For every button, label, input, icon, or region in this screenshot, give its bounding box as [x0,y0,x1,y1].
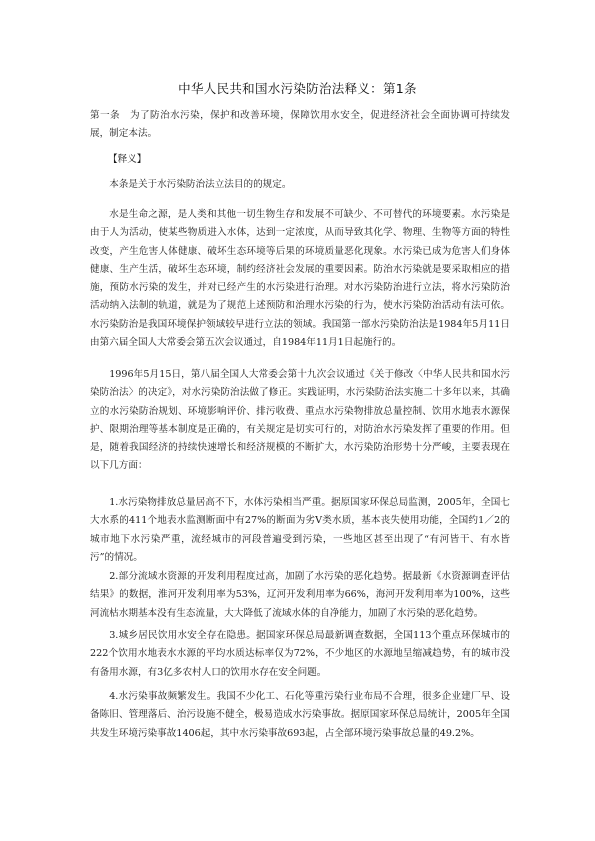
article-text: 第一条 为了防治水污染，保护和改善环境，保障饮用水安全，促进经济社会全面协调可持续发展，制定本法。 [90,110,510,140]
list-item-drinking-water: 3.城乡居民饮用水安全存在隐患。据国家环保总局最新调查数据，全国113个重点环保城市的222个饮用水地表水水源的平均水质达标率仅为72%，不少地区的水源地呈缩减趋势，有的城市没有备用水源，有3亿多农村人口的饮用水存在安全问题。 [90,630,510,678]
page-title: 中华人民共和国水污染防治法释义：第1条 [178,81,417,96]
paragraph-background: 水是生命之源，是人类和其他一切生物生存和发展不可缺少、不可替代的环境要素。水污染是由于人为活动，使某些物质进入水体，达到一定浓度，从而导致其化学、物理、生物等方面的特性改变，产生危害人体健康、破坏生态环境等后果的环境质量恶化现象。水污染已成为危害人们身体健康、生产生活，破坏生态环境，制约经济社会发展的重要因素。防治水污染就是要采取相应的措施，预防水污染的发生，并对已经产生的水污染进行治理。对水污染防治进行立法，将水污染防治活动纳入法制的轨道，就是为了规范上述预防和治理水污染的行为，使水污染防治活动有法可依。水污染防治是我国环境保护领域较早进行立法的领域。我国第一部水污染防治法是1984年5月11日由第六届全国人大常委会第五次会议通过，自1984年11月1日起施行的。 [90,209,510,349]
list-item-pollution-total: 1.水污染物排放总量居高不下，水体污染相当严重。据原国家环保总局监测，2005年，全国七大水系的411个地表水监测断面中有27%的断面为劣Ⅴ类水质，基本丧失使用功能，全国约1／2的城市地下水污染严重，流经城市的河段普遍受到污染，一些地区甚至出现了“有河皆干、有水皆污”的情况。 [90,497,510,563]
paragraph-amendment: 1996年5月15日，第八届全国人大常委会第十九次会议通过《关于修改〈中华人民共和国水污染防治法〉的决定》，对水污染防治法做了修正。实践证明，水污染防治法实施二十多年以来，其确立的水污染防治规划、环境影响评价、排污收费、重点水污染物排放总量控制、饮用水地表水源保护、限期治理等基本制度是正确的，有关规定是切实可行的，对防治水污染发挥了重要的作用。但是，随着我国经济的持续快速增长和经济规模的不断扩大，水污染防治形势十分严峻，主要表现在以下几方面： [90,369,510,472]
list-item-pollution-accidents: 4.水污染事故频繁发生。我国不少化工、石化等重污染行业布局不合理，很多企业建厂早、设备陈旧、管理落后、治污设施不健全，极易造成水污染事故。据原国家环保总局统计，2005年全国共发生环境污染事故1406起，其中水污染事故693起，占全部环境污染事故总量的49.2%。 [90,691,510,739]
section-label: 【释义】 [108,154,147,165]
paragraph-intro: 本条是关于水污染防治法立法目的的规定。 [109,179,292,190]
list-item-water-resources: 2.部分流域水资源的开发利用程度过高，加剧了水污染的恶化趋势。据最新《水资源调查评估结果》的数据，淮河开发利用率为53%，辽河开发利用率为66%，海河开发利用率为100%，这些河流枯水期基本没有生态流量，大大降低了流域水体的自净能力，加剧了水污染的恶化趋势。 [90,571,510,619]
